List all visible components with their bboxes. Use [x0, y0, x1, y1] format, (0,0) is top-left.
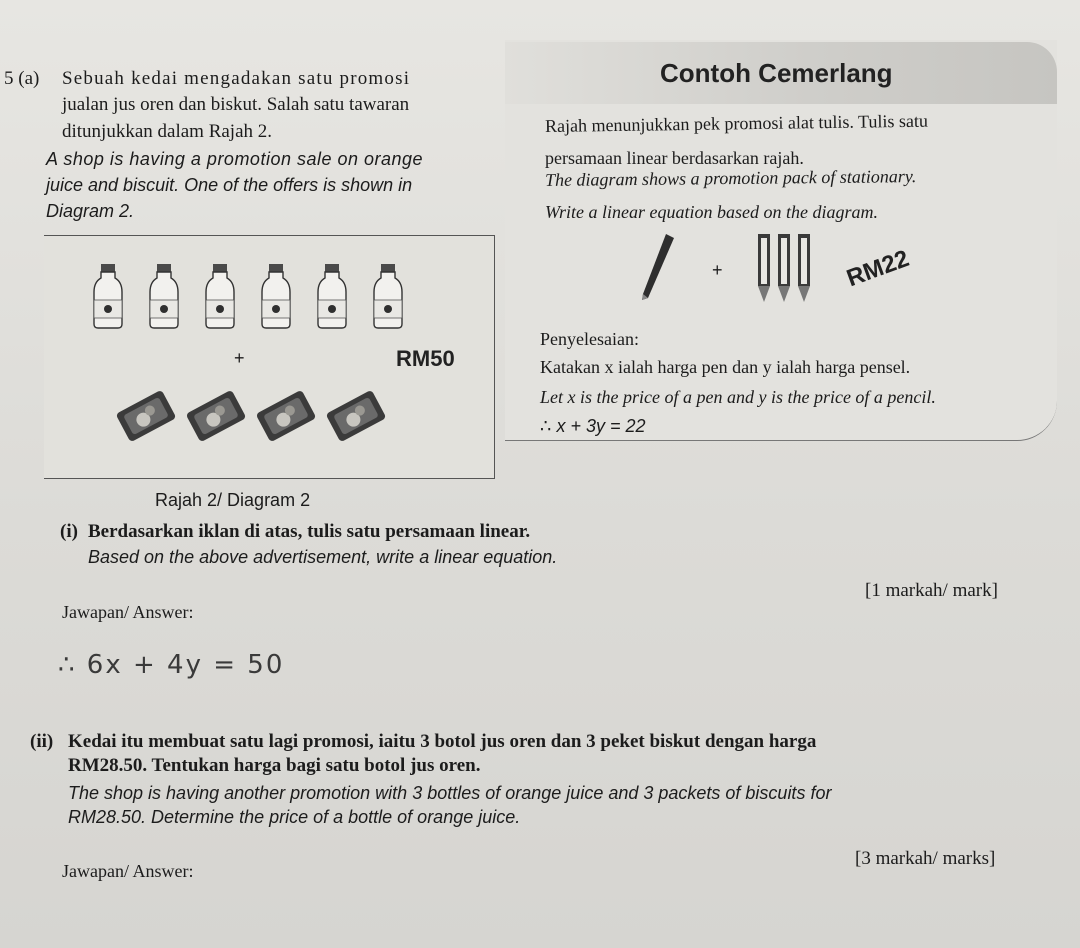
intro-en-line-1: A shop is having a promotion sale on orange — [46, 149, 424, 169]
example-text-en-2: Write a linear equation based on the diagram. — [545, 202, 878, 222]
intro-en-line-3: Diagram 2. — [46, 201, 135, 221]
part-i-answer-label: Jawapan/ Answer: — [62, 602, 194, 622]
solution-text-ms: Katakan x ialah harga pen dan y ialah harga pensel. — [540, 357, 911, 377]
part-i-text-en: Based on the above advertisement, write a linear equation. — [88, 547, 558, 567]
part-ii-text-en-1: The shop is having another promotion with 3 bottles of orange juice and 3 packets of biscuits for — [68, 783, 832, 803]
part-i-label: (i) — [60, 521, 78, 542]
diagram-plus-sign: + — [234, 348, 245, 368]
biscuit-packet-icon — [326, 390, 387, 443]
part-i-handwritten-answer: ∴ 6x + 4y = 50 — [58, 650, 285, 680]
biscuit-packet-icon — [186, 390, 247, 443]
solution-label: Penyelesaian: — [540, 329, 639, 349]
bottle-icon — [206, 264, 234, 328]
solution-text-en: Let x is the price of a pen and y is the price of a pencil. — [540, 387, 936, 407]
intro-ms-line-1: Sebuah kedai mengadakan satu promosi — [62, 68, 411, 89]
bottle-icon — [94, 264, 122, 328]
bottle-icon — [150, 264, 178, 328]
example-text-en-1: The diagram shows a promotion pack of stationary. — [544, 166, 917, 190]
solution-equation: ∴ x + 3y = 22 — [540, 416, 646, 436]
part-ii-label: (ii) — [30, 731, 54, 752]
biscuit-packet-icon — [116, 390, 177, 443]
example-text-ms-1: Rajah menunjukkan pek promosi alat tulis. Tulis satu — [544, 110, 929, 136]
part-ii-answer-label: Jawapan/ Answer: — [62, 861, 194, 881]
biscuit-packet-icon — [256, 390, 317, 443]
example-text-ms-2: persamaan linear berdasarkan rajah. — [545, 148, 804, 168]
diagram-2 — [44, 235, 495, 479]
bottle-icon — [318, 264, 346, 328]
part-i-marks: [1 markah/ mark] — [865, 580, 998, 601]
intro-ms-line-3: ditunjukkan dalam Rajah 2. — [62, 121, 273, 142]
diagram-price-label: RM50 — [396, 346, 455, 371]
stationery-illustration — [630, 228, 830, 312]
biscuit-row — [116, 390, 387, 443]
bottle-icon — [262, 264, 290, 328]
pen-icon — [642, 234, 674, 300]
example-plus-sign: + — [712, 260, 723, 280]
bottle-icon — [374, 264, 402, 328]
diagram-caption: Rajah 2/ Diagram 2 — [155, 490, 311, 510]
part-ii-marks: [3 markah/ marks] — [855, 848, 996, 869]
part-ii-text-en-2: RM28.50. Determine the price of a bottle of orange juice. — [68, 807, 521, 827]
part-i-text-ms: Berdasarkan iklan di atas, tulis satu persamaan linear. — [88, 521, 531, 542]
bottle-row — [94, 264, 402, 328]
example-price-label: RM22 — [843, 244, 913, 293]
part-ii-text-ms-2: RM28.50. Tentukan harga bagi satu botol jus oren. — [68, 755, 481, 776]
example-panel-title: Contoh Cemerlang — [660, 58, 893, 88]
intro-en-line-2: juice and biscuit. One of the offers is shown in — [46, 175, 413, 195]
question-number: 5 (a) — [4, 68, 40, 89]
intro-ms-line-2: jualan jus oren dan biskut. Salah satu tawaran — [62, 94, 410, 115]
part-ii-text-ms-1: Kedai itu membuat satu lagi promosi, iaitu 3 botol jus oren dan 3 peket biskut dengan harga — [68, 731, 817, 752]
pencils-icon — [758, 234, 810, 302]
